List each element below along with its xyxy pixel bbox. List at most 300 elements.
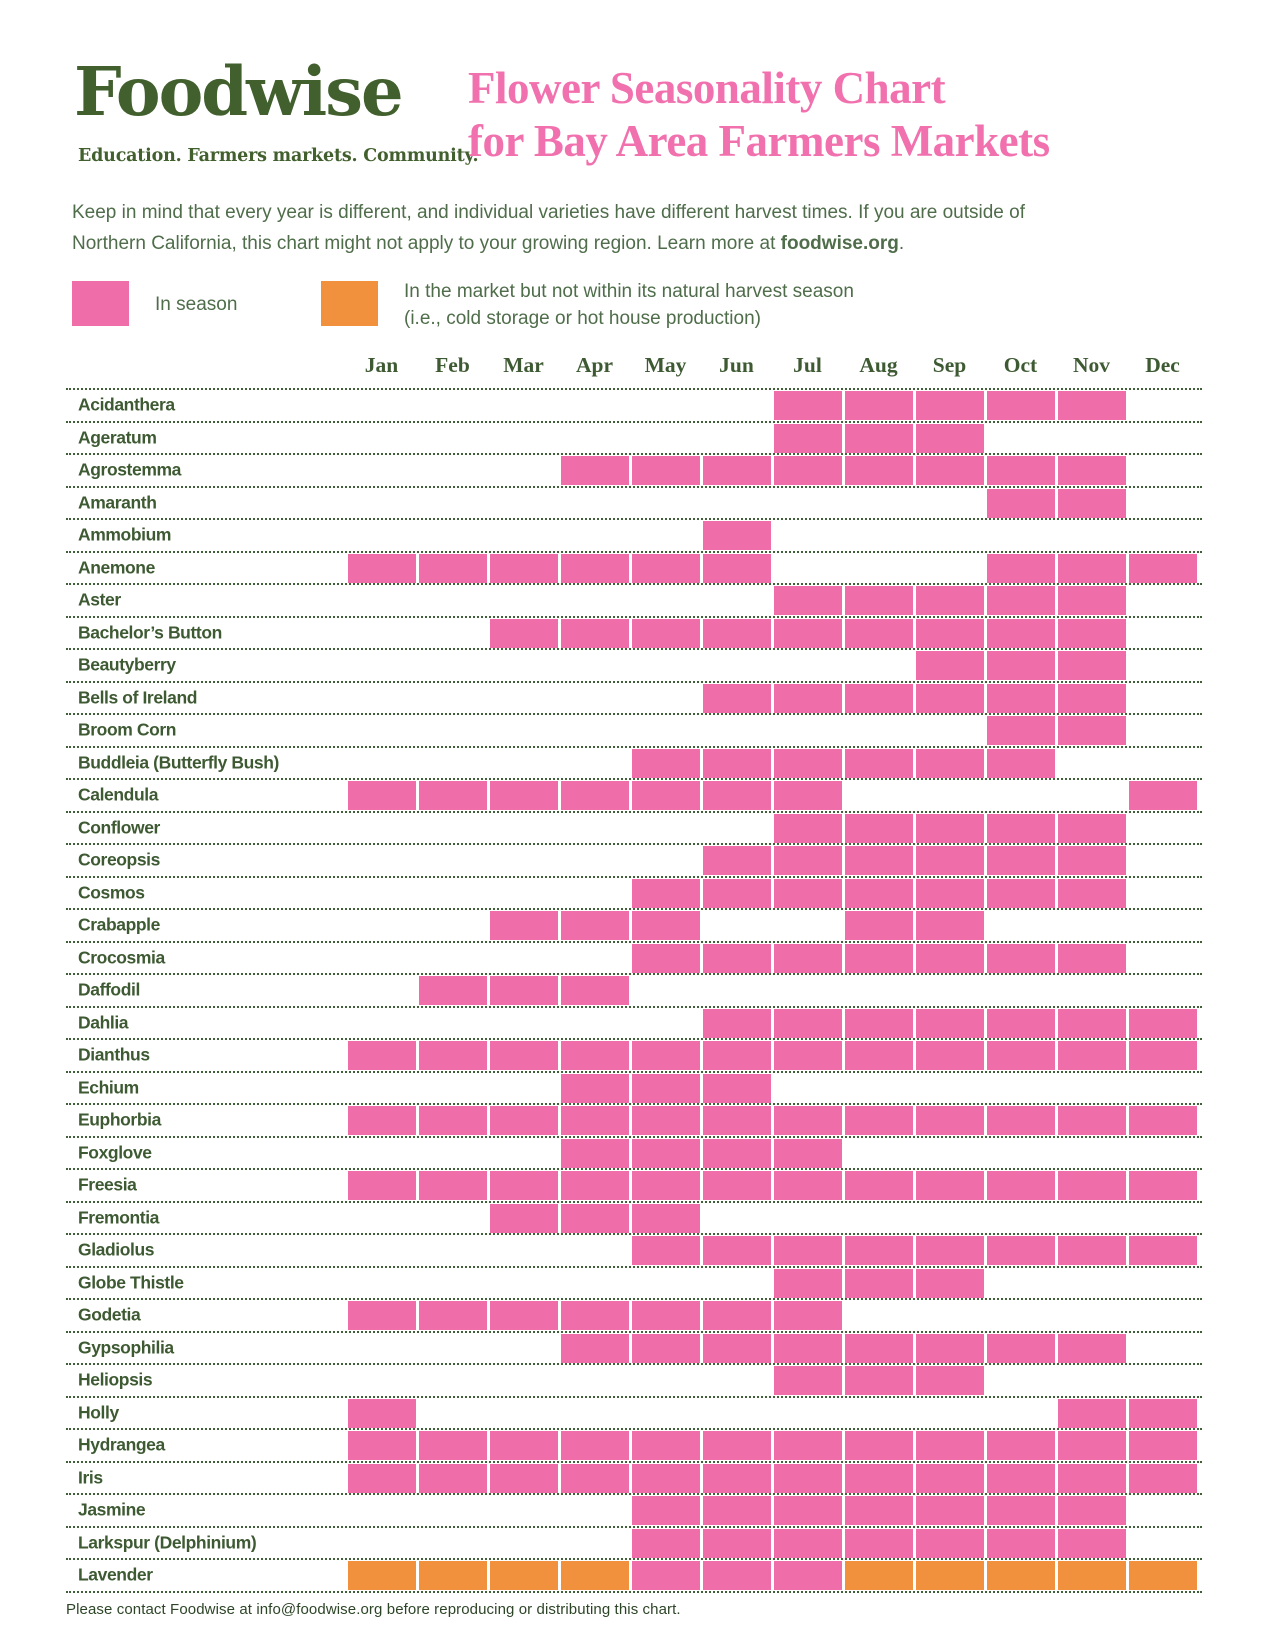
chart-row bbox=[66, 1396, 1202, 1429]
month-cell-in-season bbox=[490, 911, 558, 940]
month-cell-empty bbox=[419, 651, 487, 680]
month-cell-empty bbox=[774, 521, 842, 550]
month-cell-empty bbox=[1129, 1301, 1197, 1330]
month-cell-in-season bbox=[845, 749, 913, 778]
month-cell-in-season bbox=[561, 1139, 629, 1168]
month-cell-empty bbox=[774, 976, 842, 1005]
flower-name: Bells of Ireland bbox=[78, 687, 198, 708]
month-cell-in-season bbox=[916, 846, 984, 875]
month-cell-in-season bbox=[774, 944, 842, 973]
month-cell-in-season bbox=[1129, 781, 1197, 810]
month-cell-in-season bbox=[845, 814, 913, 843]
month-cell-in-season bbox=[774, 586, 842, 615]
month-cell-empty bbox=[703, 911, 771, 940]
month-label: Apr bbox=[575, 353, 614, 377]
chart-row bbox=[66, 421, 1202, 454]
chart-row bbox=[66, 388, 1202, 421]
month-cell-empty bbox=[632, 814, 700, 843]
chart-row bbox=[66, 1331, 1202, 1364]
month-cells bbox=[346, 553, 1198, 584]
month-cell-in-season bbox=[845, 1236, 913, 1265]
month-cells bbox=[346, 1495, 1198, 1526]
month-cells bbox=[346, 520, 1198, 551]
month-cell-empty bbox=[419, 424, 487, 453]
month-cell-empty bbox=[419, 911, 487, 940]
month-cell-empty bbox=[490, 1269, 558, 1298]
month-cell-empty bbox=[1129, 1139, 1197, 1168]
month-cell-in-season bbox=[1058, 586, 1126, 615]
month-cell-empty bbox=[490, 1236, 558, 1265]
month-header bbox=[346, 344, 1198, 378]
month-cell-empty bbox=[490, 684, 558, 713]
month-cell-in-season bbox=[916, 1334, 984, 1363]
month-cell-empty bbox=[916, 716, 984, 745]
flower-name: Crocosmia bbox=[78, 947, 165, 968]
month-cell-empty bbox=[703, 424, 771, 453]
month-cell-empty bbox=[348, 424, 416, 453]
month-cell-empty bbox=[1058, 1139, 1126, 1168]
month-cells bbox=[346, 455, 1198, 486]
month-cell-empty bbox=[916, 1204, 984, 1233]
month-cell-in-season bbox=[845, 1431, 913, 1460]
month-cell-empty bbox=[987, 1269, 1055, 1298]
month-cell-in-season bbox=[632, 879, 700, 908]
intro-line1: Keep in mind that every year is different, and individual varieties have different harvest times. If you are outside of bbox=[72, 202, 1025, 223]
month-cell-empty bbox=[703, 1366, 771, 1395]
month-cell-in-season bbox=[561, 1171, 629, 1200]
month-cell-empty bbox=[419, 456, 487, 485]
month-cell-in-season bbox=[348, 1431, 416, 1460]
month-cell-in-season bbox=[845, 846, 913, 875]
month-cell-empty bbox=[561, 1009, 629, 1038]
month-cell-empty bbox=[490, 391, 558, 420]
month-cell-in-season bbox=[845, 424, 913, 453]
month-cells bbox=[346, 1170, 1198, 1201]
flower-name: Beautyberry bbox=[78, 654, 176, 675]
flower-name: Lavender bbox=[78, 1564, 153, 1585]
chart-row bbox=[66, 778, 1202, 811]
month-cell-in-season bbox=[490, 781, 558, 810]
month-cell-in-season bbox=[419, 781, 487, 810]
month-cell-empty bbox=[916, 554, 984, 583]
intro-line2-end: . bbox=[898, 233, 905, 254]
month-cell-in-season bbox=[987, 1496, 1055, 1525]
month-cells bbox=[346, 1430, 1198, 1461]
month-cell-in-season bbox=[845, 391, 913, 420]
month-cell-empty bbox=[1058, 1269, 1126, 1298]
month-cell-in-season bbox=[987, 1171, 1055, 1200]
month-cell-empty bbox=[561, 1529, 629, 1558]
month-cell-empty bbox=[1058, 1301, 1126, 1330]
month-cell-in-season bbox=[1058, 1106, 1126, 1135]
month-cell-empty bbox=[490, 456, 558, 485]
month-cell-in-season bbox=[916, 1041, 984, 1070]
in-season-label: In season bbox=[155, 294, 238, 315]
month-cell-empty bbox=[490, 1399, 558, 1428]
month-cell-in-season bbox=[845, 456, 913, 485]
month-cell-in-season bbox=[845, 1496, 913, 1525]
month-cell-empty bbox=[348, 489, 416, 518]
month-cell-in-season bbox=[845, 1106, 913, 1135]
month-cell-off-season bbox=[419, 1561, 487, 1590]
month-cell-in-season bbox=[703, 1236, 771, 1265]
month-cell-in-season bbox=[703, 1301, 771, 1330]
month-cell-in-season bbox=[419, 976, 487, 1005]
month-cell-empty bbox=[632, 489, 700, 518]
month-cell-in-season bbox=[774, 749, 842, 778]
month-cell-in-season bbox=[1058, 846, 1126, 875]
month-cell-in-season bbox=[916, 1366, 984, 1395]
flower-name: Dianthus bbox=[78, 1044, 150, 1065]
month-label: Jun bbox=[719, 353, 754, 377]
month-cell-in-season bbox=[632, 1431, 700, 1460]
month-cell-in-season bbox=[774, 814, 842, 843]
chart-row bbox=[66, 843, 1202, 876]
month-cell-in-season bbox=[987, 1106, 1055, 1135]
month-cells bbox=[346, 943, 1198, 974]
month-cell-in-season bbox=[1058, 1529, 1126, 1558]
month-cell-in-season bbox=[632, 554, 700, 583]
month-cell-in-season bbox=[916, 424, 984, 453]
month-cell-in-season bbox=[987, 944, 1055, 973]
month-cell-in-season bbox=[1058, 1171, 1126, 1200]
month-cell-empty bbox=[561, 1496, 629, 1525]
month-cell-empty bbox=[774, 554, 842, 583]
month-label: Jan bbox=[364, 353, 399, 377]
month-cell-empty bbox=[1129, 1529, 1197, 1558]
month-cell-in-season bbox=[632, 1236, 700, 1265]
chart-row bbox=[66, 1136, 1202, 1169]
month-cell-empty bbox=[490, 749, 558, 778]
month-cell-empty bbox=[1058, 1204, 1126, 1233]
month-cell-off-season bbox=[987, 1561, 1055, 1590]
month-cell-in-season bbox=[845, 1269, 913, 1298]
month-cell-empty bbox=[490, 1366, 558, 1395]
month-cell-in-season bbox=[703, 684, 771, 713]
flower-name: Gladiolus bbox=[78, 1239, 155, 1260]
month-cell-empty bbox=[1129, 716, 1197, 745]
month-cell-empty bbox=[348, 684, 416, 713]
month-cell-empty bbox=[1129, 944, 1197, 973]
page-title-line1: Flower Seasonality Chart bbox=[468, 63, 946, 113]
month-cell-empty bbox=[419, 1529, 487, 1558]
month-cells bbox=[346, 585, 1198, 616]
month-cell-empty bbox=[1129, 1366, 1197, 1395]
month-cell-in-season bbox=[916, 651, 984, 680]
month-cell-in-season bbox=[774, 846, 842, 875]
month-cell-in-season bbox=[774, 1236, 842, 1265]
chart-row bbox=[66, 1558, 1202, 1591]
month-cell-in-season bbox=[561, 456, 629, 485]
month-cell-empty bbox=[632, 651, 700, 680]
month-cell-empty bbox=[1129, 391, 1197, 420]
month-cell-in-season bbox=[632, 619, 700, 648]
month-cell-in-season bbox=[987, 749, 1055, 778]
month-cell-empty bbox=[490, 716, 558, 745]
month-cell-in-season bbox=[1058, 1496, 1126, 1525]
month-cell-in-season bbox=[774, 1171, 842, 1200]
month-cell-in-season bbox=[703, 521, 771, 550]
month-cell-empty bbox=[916, 1399, 984, 1428]
month-cell-in-season bbox=[916, 619, 984, 648]
month-cell-in-season bbox=[845, 911, 913, 940]
month-cells bbox=[346, 683, 1198, 714]
month-cell-empty bbox=[348, 1204, 416, 1233]
month-cell-empty bbox=[1129, 489, 1197, 518]
month-label: May bbox=[644, 353, 687, 377]
month-cell-empty bbox=[632, 1366, 700, 1395]
month-cells bbox=[346, 1365, 1198, 1396]
month-cell-in-season bbox=[916, 749, 984, 778]
month-cell-empty bbox=[348, 944, 416, 973]
month-cell-empty bbox=[703, 716, 771, 745]
month-cell-in-season bbox=[987, 1529, 1055, 1558]
flower-name: Daffodil bbox=[78, 979, 140, 1000]
month-cell-in-season bbox=[916, 1496, 984, 1525]
month-cell-empty bbox=[987, 424, 1055, 453]
month-cell-empty bbox=[774, 489, 842, 518]
flower-name: Conflower bbox=[78, 817, 160, 838]
month-cell-empty bbox=[348, 1366, 416, 1395]
month-cell-in-season bbox=[561, 1204, 629, 1233]
month-cell-in-season bbox=[632, 1529, 700, 1558]
month-cell-empty bbox=[348, 651, 416, 680]
month-cell-empty bbox=[419, 1204, 487, 1233]
month-cell-in-season bbox=[1058, 1334, 1126, 1363]
month-cell-empty bbox=[348, 911, 416, 940]
flower-name: Calendula bbox=[78, 784, 159, 805]
month-cell-in-season bbox=[1129, 1236, 1197, 1265]
month-cell-in-season bbox=[987, 1236, 1055, 1265]
month-cell-empty bbox=[987, 521, 1055, 550]
chart-row bbox=[66, 1103, 1202, 1136]
flower-name: Coreopsis bbox=[78, 849, 160, 870]
month-cell-empty bbox=[774, 1204, 842, 1233]
month-cell-in-season bbox=[987, 1334, 1055, 1363]
month-cell-in-season bbox=[561, 1041, 629, 1070]
month-cell-in-season bbox=[916, 1269, 984, 1298]
month-cell-in-season bbox=[774, 1366, 842, 1395]
month-cell-in-season bbox=[1058, 1236, 1126, 1265]
month-cell-empty bbox=[632, 976, 700, 1005]
month-cells bbox=[346, 910, 1198, 941]
month-cell-empty bbox=[419, 1009, 487, 1038]
month-cell-in-season bbox=[774, 684, 842, 713]
month-cells bbox=[346, 1333, 1198, 1364]
month-cells bbox=[346, 1560, 1198, 1591]
month-cell-in-season bbox=[1058, 554, 1126, 583]
month-cell-in-season bbox=[632, 1074, 700, 1103]
month-cell-in-season bbox=[987, 1464, 1055, 1493]
month-cells bbox=[346, 1073, 1198, 1104]
month-cell-empty bbox=[561, 749, 629, 778]
month-cell-in-season bbox=[419, 1041, 487, 1070]
month-label: Mar bbox=[503, 353, 544, 377]
chart-row bbox=[66, 811, 1202, 844]
month-cell-empty bbox=[561, 391, 629, 420]
month-cell-empty bbox=[419, 391, 487, 420]
month-cell-empty bbox=[348, 391, 416, 420]
month-cell-empty bbox=[419, 749, 487, 778]
flower-name: Larkspur (Delphinium) bbox=[78, 1532, 257, 1553]
month-cell-empty bbox=[561, 846, 629, 875]
month-cell-empty bbox=[1129, 586, 1197, 615]
month-cell-empty bbox=[419, 1399, 487, 1428]
month-cell-in-season bbox=[774, 1301, 842, 1330]
month-cell-empty bbox=[1129, 619, 1197, 648]
month-cell-in-season bbox=[1058, 651, 1126, 680]
month-label: Dec bbox=[1145, 353, 1180, 377]
month-cell-empty bbox=[561, 1236, 629, 1265]
month-cell-empty bbox=[987, 911, 1055, 940]
month-cell-empty bbox=[632, 586, 700, 615]
month-cells bbox=[346, 845, 1198, 876]
month-cell-in-season bbox=[1058, 1399, 1126, 1428]
flower-name: Fremontia bbox=[78, 1207, 159, 1228]
month-cell-in-season bbox=[348, 1041, 416, 1070]
month-cells bbox=[346, 1105, 1198, 1136]
chart-row bbox=[66, 551, 1202, 584]
month-cell-empty bbox=[987, 1399, 1055, 1428]
month-cell-empty bbox=[774, 651, 842, 680]
month-cells bbox=[346, 423, 1198, 454]
month-cell-in-season bbox=[1058, 456, 1126, 485]
month-cell-in-season bbox=[632, 1334, 700, 1363]
month-cell-in-season bbox=[774, 619, 842, 648]
month-cell-in-season bbox=[561, 554, 629, 583]
month-cell-empty bbox=[987, 976, 1055, 1005]
month-cells bbox=[346, 618, 1198, 649]
month-cell-in-season bbox=[703, 1139, 771, 1168]
month-cell-empty bbox=[561, 651, 629, 680]
month-label: Nov bbox=[1072, 353, 1111, 377]
month-cell-in-season bbox=[1129, 1399, 1197, 1428]
month-cell-in-season bbox=[348, 1399, 416, 1428]
month-cell-in-season bbox=[703, 781, 771, 810]
month-cell-in-season bbox=[845, 1009, 913, 1038]
month-cell-in-season bbox=[1058, 489, 1126, 518]
month-cell-empty bbox=[348, 879, 416, 908]
month-cell-off-season bbox=[1058, 1561, 1126, 1590]
month-cell-in-season bbox=[703, 1334, 771, 1363]
month-cell-in-season bbox=[703, 1561, 771, 1590]
in-season-swatch bbox=[72, 281, 129, 326]
month-cell-off-season bbox=[490, 1561, 558, 1590]
month-cell-in-season bbox=[1058, 1041, 1126, 1070]
intro-line2: Northern California, this chart might not apply to your growing region. Learn more at bbox=[72, 233, 781, 254]
chart-rows bbox=[66, 388, 1202, 1593]
month-cell-empty bbox=[1129, 846, 1197, 875]
month-cell-empty bbox=[632, 1269, 700, 1298]
month-cell-in-season bbox=[774, 1269, 842, 1298]
month-cell-empty bbox=[845, 1301, 913, 1330]
month-cells bbox=[346, 1528, 1198, 1559]
month-cell-empty bbox=[1058, 1074, 1126, 1103]
month-cell-in-season bbox=[561, 1431, 629, 1460]
month-cell-empty bbox=[490, 944, 558, 973]
month-cell-in-season bbox=[703, 619, 771, 648]
month-cell-in-season bbox=[916, 814, 984, 843]
month-cell-empty bbox=[845, 521, 913, 550]
chart-row bbox=[66, 453, 1202, 486]
month-cell-empty bbox=[632, 391, 700, 420]
month-cell-empty bbox=[987, 1074, 1055, 1103]
month-cell-empty bbox=[1058, 976, 1126, 1005]
month-cell-in-season bbox=[916, 684, 984, 713]
month-cell-empty bbox=[1129, 684, 1197, 713]
month-cell-empty bbox=[419, 489, 487, 518]
flower-name: Agrostemma bbox=[78, 459, 181, 480]
month-cell-in-season bbox=[916, 1171, 984, 1200]
month-cell-in-season bbox=[845, 1529, 913, 1558]
month-cell-empty bbox=[348, 846, 416, 875]
month-cell-in-season bbox=[632, 911, 700, 940]
month-cell-in-season bbox=[774, 1009, 842, 1038]
month-cell-in-season bbox=[916, 1529, 984, 1558]
month-cell-empty bbox=[561, 1399, 629, 1428]
month-cell-empty bbox=[703, 1204, 771, 1233]
month-cell-empty bbox=[490, 1009, 558, 1038]
month-cell-in-season bbox=[703, 879, 771, 908]
month-cell-in-season bbox=[987, 684, 1055, 713]
month-cell-empty bbox=[845, 1139, 913, 1168]
month-cell-empty bbox=[1058, 1366, 1126, 1395]
month-cell-in-season bbox=[703, 1431, 771, 1460]
month-cell-empty bbox=[916, 1139, 984, 1168]
month-cell-empty bbox=[490, 1529, 558, 1558]
flower-name: Ageratum bbox=[78, 427, 157, 448]
chart-row bbox=[66, 1461, 1202, 1494]
month-cell-in-season bbox=[916, 391, 984, 420]
month-cell-in-season bbox=[916, 456, 984, 485]
month-cell-in-season bbox=[1058, 1431, 1126, 1460]
month-cell-in-season bbox=[490, 554, 558, 583]
month-cell-empty bbox=[419, 1496, 487, 1525]
month-cell-in-season bbox=[632, 456, 700, 485]
month-cell-empty bbox=[348, 1139, 416, 1168]
month-cell-in-season bbox=[490, 976, 558, 1005]
chart-row bbox=[66, 1298, 1202, 1331]
month-cell-in-season bbox=[703, 1464, 771, 1493]
flower-name: Heliopsis bbox=[78, 1369, 153, 1390]
month-cell-in-season bbox=[845, 586, 913, 615]
month-cell-in-season bbox=[1129, 1106, 1197, 1135]
month-cell-empty bbox=[561, 586, 629, 615]
month-cell-empty bbox=[845, 781, 913, 810]
month-cell-in-season bbox=[1129, 1464, 1197, 1493]
month-cell-empty bbox=[916, 489, 984, 518]
month-label: Sep bbox=[932, 353, 967, 377]
month-cell-off-season bbox=[916, 1561, 984, 1590]
month-cell-in-season bbox=[419, 1106, 487, 1135]
month-cell-in-season bbox=[916, 1106, 984, 1135]
chart-row bbox=[66, 1071, 1202, 1104]
month-cell-empty bbox=[1129, 749, 1197, 778]
month-cell-in-season bbox=[561, 911, 629, 940]
month-cells bbox=[346, 975, 1198, 1006]
month-cell-in-season bbox=[561, 619, 629, 648]
month-cell-in-season bbox=[632, 749, 700, 778]
month-cells bbox=[346, 488, 1198, 519]
month-cell-empty bbox=[419, 1139, 487, 1168]
month-cell-empty bbox=[348, 749, 416, 778]
month-cell-in-season bbox=[987, 554, 1055, 583]
flower-name: Acidanthera bbox=[78, 394, 175, 415]
month-cell-in-season bbox=[703, 846, 771, 875]
month-cell-in-season bbox=[561, 1106, 629, 1135]
month-cell-in-season bbox=[845, 1464, 913, 1493]
month-cell-in-season bbox=[987, 1431, 1055, 1460]
